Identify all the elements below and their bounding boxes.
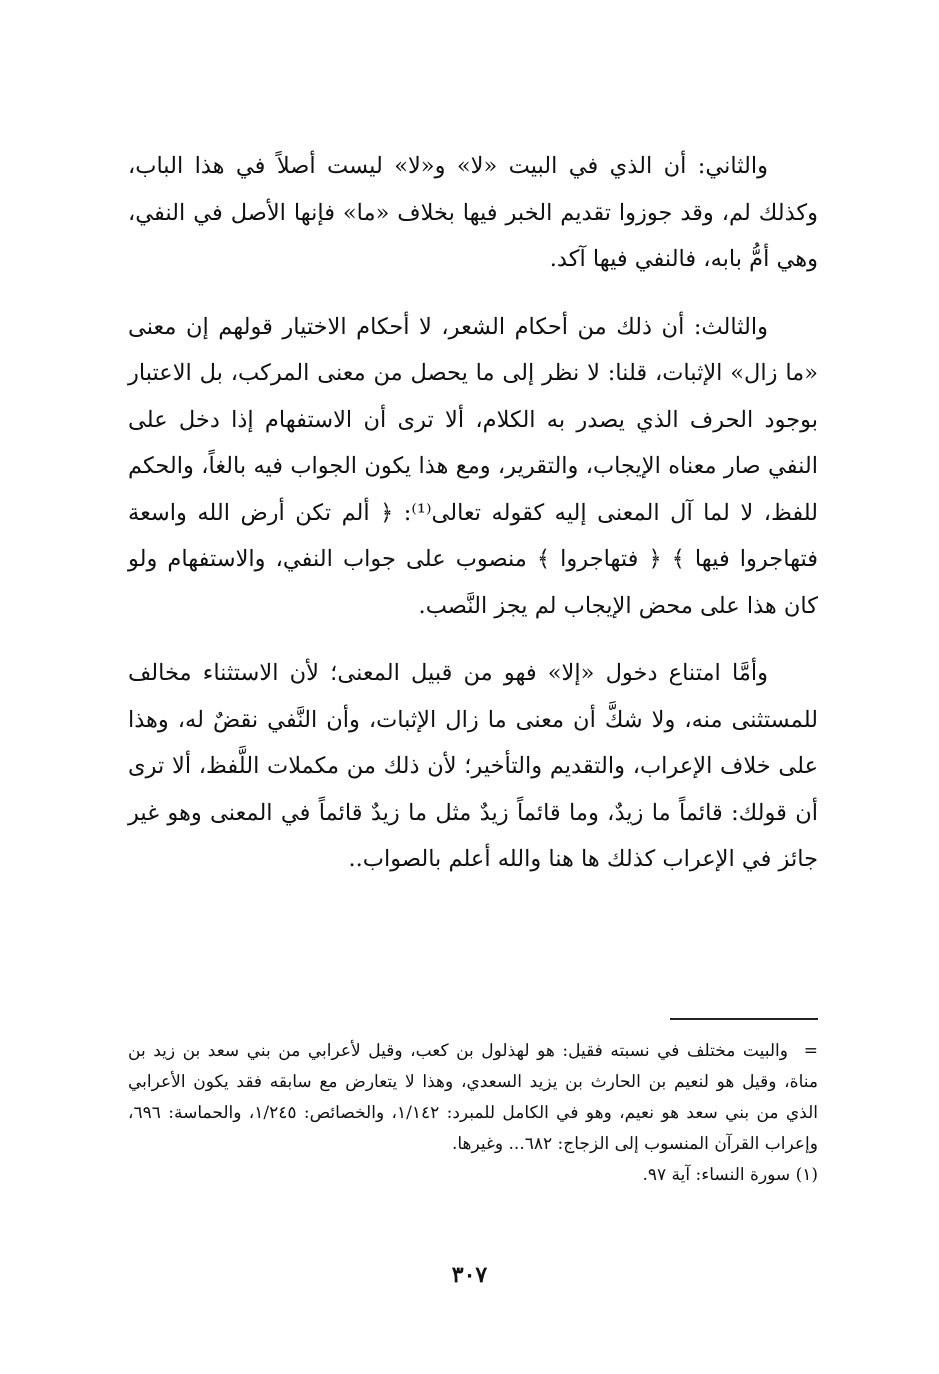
footnote-continuation-text: والبيت مختلف في نسبته فقيل: هو لهذلول بن كعب، وقيل لأعرابي من بني سعد بن زيد بن مناة، وقيل هو لنعيم بن الحارث بن يزيد السعدي، وهذا لا يتعارض مع سابقه فقد يكون الأعرابي الذي من بني سعد هو نعيم، وهو في الكامل للمبرد: ١/١٤٢، والخصائص: ١/٢٤٥، والحماسة: ٦٩٦، وإعراب القرآن المنسوب إلى الزجاج: ٦٨٢... وغيرها. <box>128 1041 819 1154</box>
footnote-continuation <box>128 1036 818 1160</box>
page-number: ٣٠٧ <box>451 1262 488 1288</box>
footnote-1: (١) سورة النساء: آية ٩٧. <box>642 1165 818 1185</box>
paragraph-third-reason: والثالث: أن ذلك من أحكام الشعر، لا أحكام الاختيار قولهم إن معنى «ما زال» الإثبات، قلنا: لا نظر إلى ما يحصل من معنى المركب، بل الاعتبار بوجود الحرف الذي يصدر به الكلام، ألا ترى أن الاستفهام إذا دخل على النفي صار معناه الإيجاب، والتقرير، ومع هذا يكون الجواب فيه بالغاً، والحكم للفظ، لا لما آل المعنى إليه كقوله تعالى⁽¹⁾: ﴿ ألم تكن أرض الله واسعة فتهاجروا فيها ﴾ ﴿ فتهاجروا ﴾ منصوب على جواب النفي، والاستفهام ولو كان هذا على محض الإيجاب لم يجز النَّصب. <box>128 313 819 619</box>
paragraph-exception: وأمَّا امتناع دخول «إلا» فهو من قبيل المعنى؛ لأن الاستثناء مخالف للمستثنى منه، ولا شكَّ أن معنى ما زال الإثبات، وأن النَّفي نقضٌ له، وهذا على خلاف الإعراب، والتقديم والتأخير؛ لأن ذلك من مكملات اللَّفظ، ألا ترى أن قولك: قائماً ما زيدٌ، وما قائماً زيدٌ مثل ما زيدٌ قائماً في المعنى وهو غير جائز في الإعراب كذلك ها هنا والله أعلم بالصواب.. <box>128 660 818 872</box>
main-text <box>128 143 818 883</box>
footnote-separator <box>670 1018 818 1020</box>
footnotes <box>128 1036 818 1191</box>
continuation-mark: = <box>803 1041 818 1061</box>
paragraph-second-reason: والثاني: أن الذي في البيت «لا» و«لا» ليست أصلاً في هذا الباب، وكذلك لم، وقد جوزوا تقديم الخبر فيها بخلاف «ما» فإنها الأصل في النفي، وهي أمُّ بابه، فالنفي فيها آكد. <box>128 153 818 272</box>
